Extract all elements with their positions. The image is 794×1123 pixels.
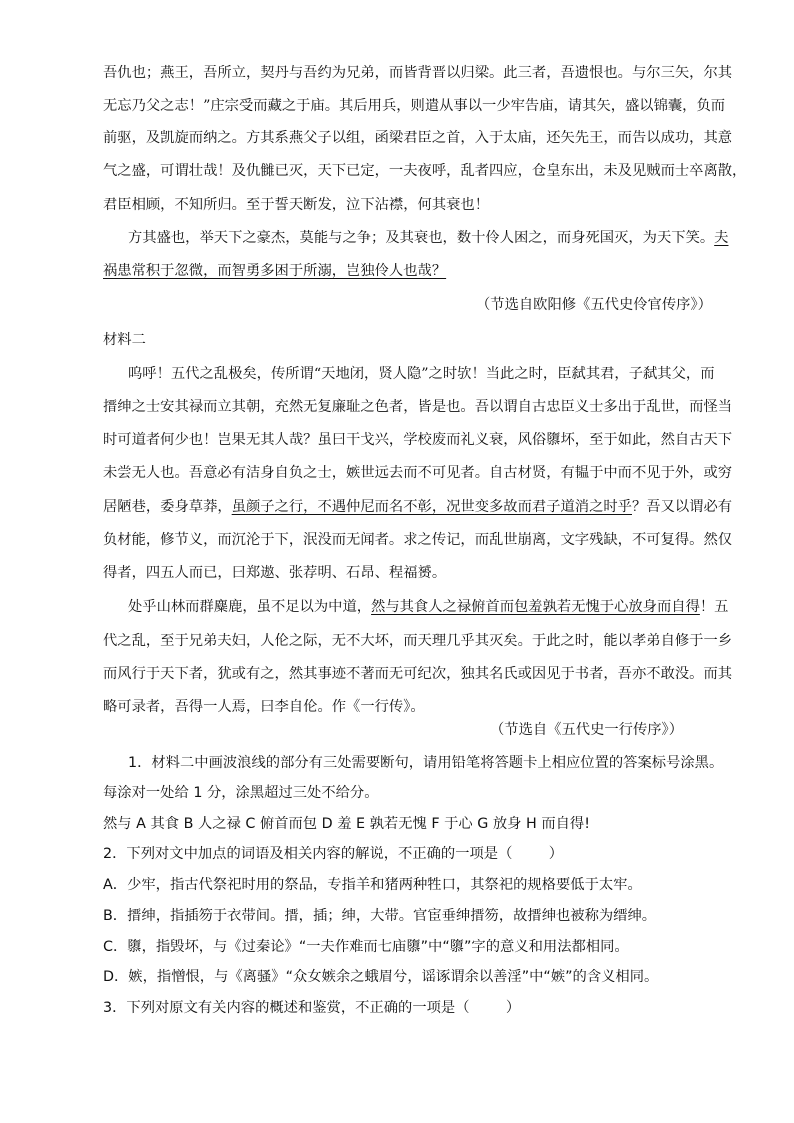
question-2-stem: 2．下列对文中加点的词语及相关内容的解说，不正确的一项是（ ） [103, 846, 564, 862]
passage1-para2-line-1 [128, 228, 728, 248]
passage2-wavy-underlined-sentence: 然与其食人之禄俯首而包羞孰若无愧于心放身而自得 [371, 599, 700, 615]
passage2-line8-post: ！五 [699, 599, 729, 615]
passage2-line-5 [103, 497, 732, 517]
passage2-line-11: 略可录者，吾得一人焉，曰李自伦。作《一行传》。 [103, 699, 425, 715]
passage1-para2-line-2 [103, 261, 446, 281]
passage2-line-1: 呜呼！五代之乱极矣，传所谓“天地闭，贤人隐”之时欤！当此之时，臣弑其君，子弑其父，而 [128, 366, 715, 382]
passage1-para2-text: 方其盛也，举天下之豪杰，莫能与之争；及其衰也，数十伶人困之，而身死国灭，为天下笑。 [128, 230, 715, 246]
passage1-line-1: 吾仇也；燕王，吾所立，契丹与吾约为兄弟，而皆背晋以归梁。此三者，吾遗恨也。与尔三矢，尔其 [103, 65, 733, 81]
passage1-underlined-sentence: 祸患常积于忽微，而智勇多困于所溺，岂独伶人也哉？ [103, 263, 447, 279]
question-2-option-d: D．嫉，指憎恨，与《离骚》“众女嫉余之蛾眉兮，谣诼谓余以善淫”中“嫉”的含义相同。 [103, 969, 659, 985]
passage2-line-8 [128, 597, 728, 617]
passage1-line-4: 气之盛，可谓壮哉！及仇雠已灭，天下已定，一夫夜呼，乱者四应，仓皇东出，未及见贼而士卒离散， [103, 163, 747, 179]
passage2-line5-pre: 居陋巷，委身草莽， [103, 499, 232, 515]
passage2-line-7: 得者，四五人而已，曰郑遨、张荐明、石昂、程福赟。 [103, 565, 447, 581]
question-1-line-3: 然与 A 其食 B 人之禄 C 俯首而包 D 羞 E 孰若无愧 F 于心 G 放身 H 而自得! [103, 816, 590, 832]
question-1-line-1: 1．材料二中画波浪线的部分有三处需要断句，请用铅笔将答题卡上相应位置的答案标号涂黑。 [128, 755, 724, 771]
question-3-stem: 3．下列对原文有关内容的概述和鉴赏，不正确的一项是（ ） [103, 1000, 521, 1016]
question-2-option-c: C．隳，指毁坏，与《过秦论》“一夫作难而七庙隳”中“隳”字的意义和用法都相同。 [103, 939, 629, 955]
passage2-line-9: 代之乱，至于兄弟夫妇，人伦之际，无不大坏，而天理几乎其灭矣。于此之时，能以孝弟自修于一乡 [103, 633, 733, 649]
passage2-line-6: 负材能，修节义，而沉沦于下，泯没而无闻者。求之传记，而乱世崩离，文字残缺，不可复得。然仅 [103, 532, 733, 548]
passage2-source: （节选自《五代史一行传序》） [490, 722, 684, 738]
question-1-line-2: 每涂对一处给 1 分，涂黑超过三处不给分。 [103, 785, 379, 801]
passage2-line5-post: ？吾又以谓必有 [631, 499, 733, 515]
passage2-line8-pre: 处乎山林而群麋鹿，虽不足以为中道， [128, 599, 372, 615]
passage2-line-3: 时可道者何少也！岂果无其人哉？虽曰干戈兴，学校废而礼义衰，风俗隳坏，至于如此，然自古天下 [103, 432, 733, 448]
passage2-line-2: 搢绅之士安其禄而立其朝，充然无复廉耻之色者，皆是也。吾以谓自古忠臣义士多出于乱世，而怪当 [103, 399, 733, 415]
passage1-line-2: 无忘乃父之志！”庄宗受而藏之于庙。其后用兵，则遣从事以一少牢告庙，请其矢，盛以锦囊，负而 [103, 98, 726, 114]
passage1-source: （节选自欧阳修《五代史伶官传序》） [476, 297, 712, 313]
question-2-option-a: A．少牢，指古代祭祀时用的祭品，专指羊和猪两种牲口，其祭祀的规格要低于太牢。 [103, 877, 642, 893]
passage1-line-5: 君臣相顾，不知所归。至于誓天断发，泣下沾襟，何其衰也！ [103, 197, 490, 213]
passage1-line-3: 前驱，及凯旋而纳之。方其系燕父子以组，函梁君臣之首，入于太庙，还矢先王，而告以成功，其意 [103, 130, 733, 146]
question-2-option-b: B．搢绅，指插笏于衣带间。搢，插；绅，大带。官宦垂绅搢笏，故搢绅也被称为缙绅。 [103, 908, 657, 924]
passage1-underlined-start: 夫 [714, 230, 729, 246]
passage2-heading: 材料二 [103, 332, 146, 348]
passage2-line-4: 未尝无人也。吾意必有洁身自负之士，嫉世远去而不可见者。自古材贤，有韫于中而不见于外，或穷 [103, 465, 733, 481]
passage2-line-10: 而风行于天下者，犹或有之，然其事迹不著而无可纪次，独其名氏或因见于书者，吾亦不敢没。而其 [103, 666, 733, 682]
passage2-underlined-sentence: 虽颜子之行，不遇仲尼而名不彰，况世变多故而君子道消之时乎 [231, 499, 632, 515]
